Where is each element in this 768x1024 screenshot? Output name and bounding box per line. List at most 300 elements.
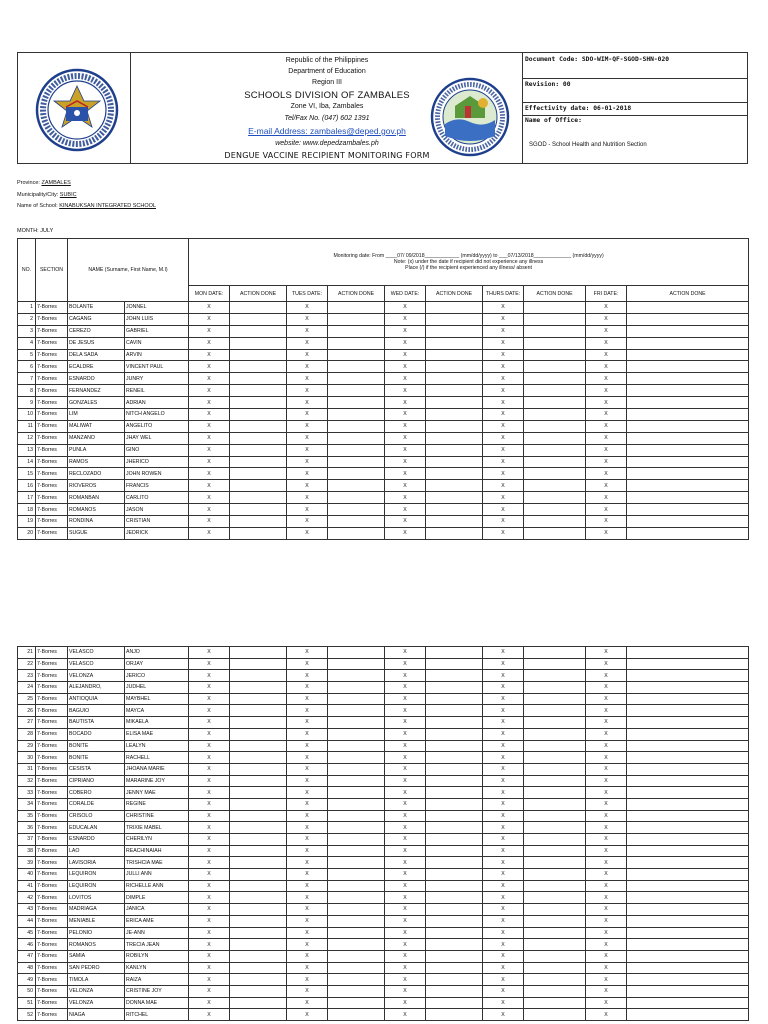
day-mark-cell[interactable]: X [586, 516, 627, 528]
day-mark-cell[interactable]: X [385, 822, 426, 834]
day-mark-cell[interactable]: X [385, 420, 426, 432]
day-mark-cell[interactable]: X [586, 337, 627, 349]
day-mark-cell[interactable]: X [189, 927, 230, 939]
day-mark-cell[interactable]: X [483, 950, 524, 962]
action-done-cell[interactable] [627, 974, 749, 986]
action-done-cell[interactable] [524, 693, 586, 705]
day-mark-cell[interactable]: X [586, 373, 627, 385]
action-done-cell[interactable] [426, 962, 483, 974]
action-done-cell[interactable] [524, 516, 586, 528]
day-mark-cell[interactable]: X [287, 775, 328, 787]
action-done-cell[interactable] [328, 325, 385, 337]
day-mark-cell[interactable]: X [189, 385, 230, 397]
day-mark-cell[interactable]: X [586, 717, 627, 729]
action-done-cell[interactable] [426, 444, 483, 456]
action-done-cell[interactable] [230, 798, 287, 810]
action-done-cell[interactable] [230, 763, 287, 775]
action-done-cell[interactable] [230, 705, 287, 717]
action-done-cell[interactable] [426, 845, 483, 857]
action-done-cell[interactable] [524, 444, 586, 456]
action-done-cell[interactable] [230, 670, 287, 682]
action-done-cell[interactable] [627, 420, 749, 432]
action-done-cell[interactable] [524, 822, 586, 834]
day-mark-cell[interactable]: X [189, 373, 230, 385]
action-done-cell[interactable] [627, 869, 749, 881]
day-mark-cell[interactable]: X [483, 834, 524, 846]
day-mark-cell[interactable]: X [586, 409, 627, 421]
day-mark-cell[interactable]: X [287, 337, 328, 349]
action-done-cell[interactable] [230, 787, 287, 799]
day-mark-cell[interactable]: X [287, 798, 328, 810]
day-mark-cell[interactable]: X [483, 997, 524, 1009]
action-done-cell[interactable] [627, 775, 749, 787]
day-mark-cell[interactable]: X [385, 397, 426, 409]
action-done-cell[interactable] [627, 349, 749, 361]
day-mark-cell[interactable]: X [385, 409, 426, 421]
day-mark-cell[interactable]: X [385, 787, 426, 799]
day-mark-cell[interactable]: X [483, 516, 524, 528]
action-done-cell[interactable] [524, 717, 586, 729]
action-done-cell[interactable] [426, 420, 483, 432]
day-mark-cell[interactable]: X [287, 420, 328, 432]
action-done-cell[interactable] [524, 1009, 586, 1021]
day-mark-cell[interactable]: X [189, 950, 230, 962]
day-mark-cell[interactable]: X [287, 845, 328, 857]
action-done-cell[interactable] [524, 349, 586, 361]
day-mark-cell[interactable]: X [287, 444, 328, 456]
day-mark-cell[interactable]: X [385, 927, 426, 939]
day-mark-cell[interactable]: X [586, 752, 627, 764]
action-done-cell[interactable] [328, 492, 385, 504]
action-done-cell[interactable] [627, 385, 749, 397]
day-mark-cell[interactable]: X [287, 822, 328, 834]
day-mark-cell[interactable]: X [287, 962, 328, 974]
action-done-cell[interactable] [426, 997, 483, 1009]
email-link[interactable]: E-mail Address: zambales@deped.gov.ph [248, 126, 406, 136]
action-done-cell[interactable] [328, 480, 385, 492]
action-done-cell[interactable] [230, 939, 287, 951]
action-done-cell[interactable] [524, 480, 586, 492]
day-mark-cell[interactable]: X [189, 647, 230, 659]
day-mark-cell[interactable]: X [385, 658, 426, 670]
day-mark-cell[interactable]: X [385, 337, 426, 349]
action-done-cell[interactable] [627, 468, 749, 480]
day-mark-cell[interactable]: X [385, 444, 426, 456]
day-mark-cell[interactable]: X [189, 857, 230, 869]
action-done-cell[interactable] [627, 337, 749, 349]
action-done-cell[interactable] [426, 775, 483, 787]
action-done-cell[interactable] [426, 915, 483, 927]
day-mark-cell[interactable]: X [189, 682, 230, 694]
day-mark-cell[interactable]: X [287, 373, 328, 385]
action-done-cell[interactable] [328, 822, 385, 834]
day-mark-cell[interactable]: X [483, 752, 524, 764]
action-done-cell[interactable] [426, 480, 483, 492]
day-mark-cell[interactable]: X [483, 504, 524, 516]
day-mark-cell[interactable]: X [189, 693, 230, 705]
action-done-cell[interactable] [524, 432, 586, 444]
action-done-cell[interactable] [627, 950, 749, 962]
day-mark-cell[interactable]: X [586, 834, 627, 846]
day-mark-cell[interactable]: X [287, 717, 328, 729]
action-done-cell[interactable] [328, 693, 385, 705]
day-mark-cell[interactable]: X [483, 705, 524, 717]
day-mark-cell[interactable]: X [385, 763, 426, 775]
day-mark-cell[interactable]: X [586, 670, 627, 682]
action-done-cell[interactable] [328, 456, 385, 468]
action-done-cell[interactable] [627, 1009, 749, 1021]
day-mark-cell[interactable]: X [483, 857, 524, 869]
day-mark-cell[interactable]: X [586, 313, 627, 325]
action-done-cell[interactable] [426, 974, 483, 986]
day-mark-cell[interactable]: X [586, 798, 627, 810]
day-mark-cell[interactable]: X [483, 810, 524, 822]
action-done-cell[interactable] [230, 857, 287, 869]
day-mark-cell[interactable]: X [586, 397, 627, 409]
action-done-cell[interactable] [328, 798, 385, 810]
action-done-cell[interactable] [230, 432, 287, 444]
action-done-cell[interactable] [524, 682, 586, 694]
action-done-cell[interactable] [524, 337, 586, 349]
day-mark-cell[interactable]: X [189, 504, 230, 516]
action-done-cell[interactable] [627, 904, 749, 916]
day-mark-cell[interactable]: X [287, 409, 328, 421]
action-done-cell[interactable] [627, 985, 749, 997]
action-done-cell[interactable] [328, 985, 385, 997]
action-done-cell[interactable] [627, 682, 749, 694]
day-mark-cell[interactable]: X [189, 361, 230, 373]
day-mark-cell[interactable]: X [189, 409, 230, 421]
action-done-cell[interactable] [230, 834, 287, 846]
day-mark-cell[interactable]: X [189, 456, 230, 468]
day-mark-cell[interactable]: X [287, 915, 328, 927]
action-done-cell[interactable] [627, 927, 749, 939]
action-done-cell[interactable] [230, 444, 287, 456]
action-done-cell[interactable] [230, 349, 287, 361]
action-done-cell[interactable] [328, 740, 385, 752]
day-mark-cell[interactable]: X [586, 456, 627, 468]
day-mark-cell[interactable]: X [385, 516, 426, 528]
action-done-cell[interactable] [230, 504, 287, 516]
action-done-cell[interactable] [627, 361, 749, 373]
day-mark-cell[interactable]: X [586, 845, 627, 857]
day-mark-cell[interactable]: X [189, 420, 230, 432]
action-done-cell[interactable] [328, 409, 385, 421]
action-done-cell[interactable] [627, 822, 749, 834]
day-mark-cell[interactable]: X [287, 302, 328, 314]
day-mark-cell[interactable]: X [287, 693, 328, 705]
action-done-cell[interactable] [230, 302, 287, 314]
action-done-cell[interactable] [627, 373, 749, 385]
action-done-cell[interactable] [524, 492, 586, 504]
action-done-cell[interactable] [328, 752, 385, 764]
day-mark-cell[interactable]: X [483, 892, 524, 904]
action-done-cell[interactable] [524, 834, 586, 846]
day-mark-cell[interactable]: X [287, 456, 328, 468]
day-mark-cell[interactable]: X [483, 904, 524, 916]
day-mark-cell[interactable]: X [586, 432, 627, 444]
day-mark-cell[interactable]: X [189, 313, 230, 325]
day-mark-cell[interactable]: X [385, 892, 426, 904]
action-done-cell[interactable] [328, 962, 385, 974]
day-mark-cell[interactable]: X [287, 670, 328, 682]
day-mark-cell[interactable]: X [483, 787, 524, 799]
action-done-cell[interactable] [230, 516, 287, 528]
day-mark-cell[interactable]: X [287, 385, 328, 397]
day-mark-cell[interactable]: X [586, 647, 627, 659]
day-mark-cell[interactable]: X [385, 361, 426, 373]
day-mark-cell[interactable]: X [287, 492, 328, 504]
action-done-cell[interactable] [230, 892, 287, 904]
action-done-cell[interactable] [426, 787, 483, 799]
day-mark-cell[interactable]: X [189, 349, 230, 361]
day-mark-cell[interactable]: X [189, 728, 230, 740]
action-done-cell[interactable] [524, 869, 586, 881]
action-done-cell[interactable] [426, 834, 483, 846]
day-mark-cell[interactable]: X [287, 892, 328, 904]
action-done-cell[interactable] [426, 409, 483, 421]
day-mark-cell[interactable]: X [586, 728, 627, 740]
day-mark-cell[interactable]: X [586, 880, 627, 892]
action-done-cell[interactable] [426, 939, 483, 951]
day-mark-cell[interactable]: X [189, 740, 230, 752]
day-mark-cell[interactable]: X [586, 658, 627, 670]
action-done-cell[interactable] [524, 397, 586, 409]
action-done-cell[interactable] [426, 302, 483, 314]
day-mark-cell[interactable]: X [287, 705, 328, 717]
day-mark-cell[interactable]: X [189, 974, 230, 986]
day-mark-cell[interactable]: X [189, 869, 230, 881]
action-done-cell[interactable] [230, 950, 287, 962]
day-mark-cell[interactable]: X [287, 527, 328, 539]
day-mark-cell[interactable]: X [586, 939, 627, 951]
day-mark-cell[interactable]: X [189, 397, 230, 409]
day-mark-cell[interactable]: X [483, 302, 524, 314]
action-done-cell[interactable] [426, 504, 483, 516]
day-mark-cell[interactable]: X [586, 420, 627, 432]
action-done-cell[interactable] [328, 974, 385, 986]
action-done-cell[interactable] [627, 432, 749, 444]
action-done-cell[interactable] [524, 740, 586, 752]
day-mark-cell[interactable]: X [385, 325, 426, 337]
action-done-cell[interactable] [627, 444, 749, 456]
day-mark-cell[interactable]: X [586, 974, 627, 986]
action-done-cell[interactable] [230, 480, 287, 492]
action-done-cell[interactable] [426, 705, 483, 717]
action-done-cell[interactable] [627, 997, 749, 1009]
action-done-cell[interactable] [524, 361, 586, 373]
action-done-cell[interactable] [524, 892, 586, 904]
day-mark-cell[interactable]: X [385, 810, 426, 822]
action-done-cell[interactable] [426, 740, 483, 752]
action-done-cell[interactable] [524, 325, 586, 337]
day-mark-cell[interactable]: X [287, 997, 328, 1009]
day-mark-cell[interactable]: X [483, 397, 524, 409]
day-mark-cell[interactable]: X [483, 409, 524, 421]
action-done-cell[interactable] [426, 717, 483, 729]
day-mark-cell[interactable]: X [385, 1009, 426, 1021]
day-mark-cell[interactable]: X [189, 302, 230, 314]
action-done-cell[interactable] [524, 845, 586, 857]
day-mark-cell[interactable]: X [287, 468, 328, 480]
action-done-cell[interactable] [524, 468, 586, 480]
day-mark-cell[interactable]: X [483, 313, 524, 325]
action-done-cell[interactable] [426, 985, 483, 997]
day-mark-cell[interactable]: X [287, 834, 328, 846]
day-mark-cell[interactable]: X [189, 845, 230, 857]
action-done-cell[interactable] [627, 763, 749, 775]
action-done-cell[interactable] [524, 997, 586, 1009]
action-done-cell[interactable] [328, 892, 385, 904]
action-done-cell[interactable] [627, 516, 749, 528]
day-mark-cell[interactable]: X [586, 1009, 627, 1021]
day-mark-cell[interactable]: X [586, 822, 627, 834]
action-done-cell[interactable] [328, 516, 385, 528]
day-mark-cell[interactable]: X [287, 927, 328, 939]
day-mark-cell[interactable]: X [586, 915, 627, 927]
action-done-cell[interactable] [627, 810, 749, 822]
day-mark-cell[interactable]: X [483, 822, 524, 834]
day-mark-cell[interactable]: X [385, 373, 426, 385]
action-done-cell[interactable] [230, 492, 287, 504]
action-done-cell[interactable] [524, 670, 586, 682]
day-mark-cell[interactable]: X [586, 740, 627, 752]
action-done-cell[interactable] [627, 658, 749, 670]
action-done-cell[interactable] [328, 302, 385, 314]
day-mark-cell[interactable]: X [287, 869, 328, 881]
action-done-cell[interactable] [524, 658, 586, 670]
day-mark-cell[interactable]: X [287, 647, 328, 659]
day-mark-cell[interactable]: X [385, 834, 426, 846]
action-done-cell[interactable] [627, 939, 749, 951]
day-mark-cell[interactable]: X [483, 740, 524, 752]
action-done-cell[interactable] [328, 432, 385, 444]
action-done-cell[interactable] [230, 997, 287, 1009]
action-done-cell[interactable] [328, 337, 385, 349]
action-done-cell[interactable] [230, 915, 287, 927]
day-mark-cell[interactable]: X [483, 798, 524, 810]
action-done-cell[interactable] [426, 337, 483, 349]
action-done-cell[interactable] [524, 810, 586, 822]
day-mark-cell[interactable]: X [385, 904, 426, 916]
action-done-cell[interactable] [524, 409, 586, 421]
action-done-cell[interactable] [524, 950, 586, 962]
day-mark-cell[interactable]: X [189, 752, 230, 764]
day-mark-cell[interactable]: X [586, 892, 627, 904]
day-mark-cell[interactable]: X [586, 857, 627, 869]
action-done-cell[interactable] [230, 927, 287, 939]
day-mark-cell[interactable]: X [189, 880, 230, 892]
day-mark-cell[interactable]: X [287, 880, 328, 892]
day-mark-cell[interactable]: X [385, 492, 426, 504]
action-done-cell[interactable] [627, 670, 749, 682]
action-done-cell[interactable] [328, 869, 385, 881]
action-done-cell[interactable] [627, 325, 749, 337]
day-mark-cell[interactable]: X [189, 325, 230, 337]
day-mark-cell[interactable]: X [189, 939, 230, 951]
day-mark-cell[interactable]: X [385, 915, 426, 927]
day-mark-cell[interactable]: X [586, 682, 627, 694]
action-done-cell[interactable] [230, 717, 287, 729]
action-done-cell[interactable] [627, 302, 749, 314]
day-mark-cell[interactable]: X [586, 302, 627, 314]
action-done-cell[interactable] [328, 385, 385, 397]
day-mark-cell[interactable]: X [483, 432, 524, 444]
day-mark-cell[interactable]: X [287, 361, 328, 373]
day-mark-cell[interactable]: X [483, 693, 524, 705]
action-done-cell[interactable] [627, 798, 749, 810]
action-done-cell[interactable] [627, 504, 749, 516]
action-done-cell[interactable] [524, 504, 586, 516]
day-mark-cell[interactable]: X [385, 705, 426, 717]
day-mark-cell[interactable]: X [586, 763, 627, 775]
action-done-cell[interactable] [627, 740, 749, 752]
day-mark-cell[interactable]: X [189, 717, 230, 729]
day-mark-cell[interactable]: X [483, 985, 524, 997]
action-done-cell[interactable] [230, 409, 287, 421]
action-done-cell[interactable] [230, 527, 287, 539]
action-done-cell[interactable] [627, 527, 749, 539]
action-done-cell[interactable] [627, 728, 749, 740]
day-mark-cell[interactable]: X [385, 857, 426, 869]
day-mark-cell[interactable]: X [385, 740, 426, 752]
day-mark-cell[interactable]: X [483, 927, 524, 939]
action-done-cell[interactable] [627, 857, 749, 869]
action-done-cell[interactable] [426, 1009, 483, 1021]
action-done-cell[interactable] [426, 527, 483, 539]
day-mark-cell[interactable]: X [586, 904, 627, 916]
day-mark-cell[interactable]: X [189, 822, 230, 834]
action-done-cell[interactable] [426, 658, 483, 670]
action-done-cell[interactable] [524, 302, 586, 314]
action-done-cell[interactable] [328, 763, 385, 775]
action-done-cell[interactable] [426, 492, 483, 504]
action-done-cell[interactable] [426, 361, 483, 373]
action-done-cell[interactable] [524, 904, 586, 916]
action-done-cell[interactable] [426, 892, 483, 904]
action-done-cell[interactable] [328, 857, 385, 869]
day-mark-cell[interactable]: X [586, 869, 627, 881]
day-mark-cell[interactable]: X [385, 647, 426, 659]
day-mark-cell[interactable]: X [483, 373, 524, 385]
day-mark-cell[interactable]: X [385, 693, 426, 705]
day-mark-cell[interactable]: X [586, 997, 627, 1009]
action-done-cell[interactable] [627, 647, 749, 659]
action-done-cell[interactable] [524, 927, 586, 939]
action-done-cell[interactable] [524, 647, 586, 659]
day-mark-cell[interactable]: X [586, 927, 627, 939]
action-done-cell[interactable] [627, 705, 749, 717]
day-mark-cell[interactable]: X [586, 492, 627, 504]
action-done-cell[interactable] [230, 822, 287, 834]
day-mark-cell[interactable]: X [385, 775, 426, 787]
day-mark-cell[interactable]: X [586, 693, 627, 705]
day-mark-cell[interactable]: X [385, 302, 426, 314]
day-mark-cell[interactable]: X [385, 939, 426, 951]
day-mark-cell[interactable]: X [483, 869, 524, 881]
action-done-cell[interactable] [230, 845, 287, 857]
action-done-cell[interactable] [328, 997, 385, 1009]
day-mark-cell[interactable]: X [385, 752, 426, 764]
action-done-cell[interactable] [524, 385, 586, 397]
action-done-cell[interactable] [328, 834, 385, 846]
day-mark-cell[interactable]: X [483, 763, 524, 775]
action-done-cell[interactable] [230, 385, 287, 397]
action-done-cell[interactable] [627, 409, 749, 421]
day-mark-cell[interactable]: X [586, 527, 627, 539]
day-mark-cell[interactable]: X [586, 444, 627, 456]
day-mark-cell[interactable]: X [385, 880, 426, 892]
